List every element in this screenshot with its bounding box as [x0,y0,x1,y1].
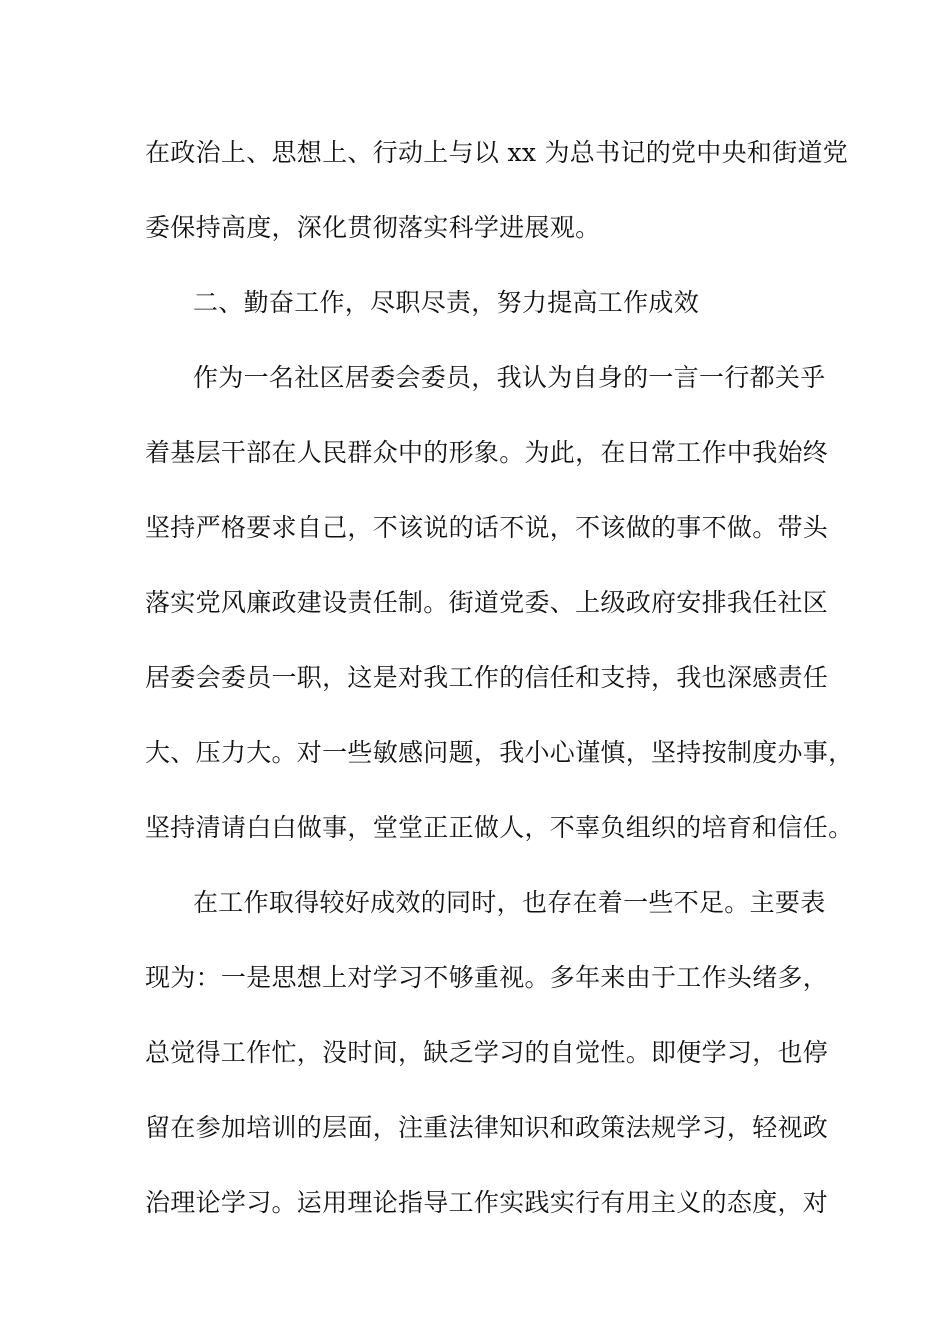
body-text-line: 落实党风廉政建设责任制。街道党委、上级政府安排我任社区 [145,588,829,617]
body-text-line: 坚持严格要求自己，不该说的话不说，不该做的事不做。带头 [145,513,829,542]
body-text-line: 着基层干部在人民群众中的形象。为此，在日常工作中我始终 [145,438,829,467]
body-text-line: 坚持清请白白做事，堂堂正正做人，不辜负组织的培育和信任。 [145,813,854,842]
body-text-line: 留在参加培训的层面，注重法律知识和政策法规学习，轻视政 [145,1113,829,1142]
body-text-line: 大、压力大。对一些敏感问题，我小心谨慎，坚持按制度办事， [145,738,854,767]
body-text-line: 治理论学习。运用理论指导工作实践实行有用主义的态度，对 [145,1188,829,1217]
body-text-line: 作为一名社区居委会委员，我认为自身的一言一行都关乎 [193,363,826,392]
body-text-line: 现为：一是思想上对学习不够重视。多年来由于工作头绪多， [145,963,829,992]
body-text-line: 居委会委员一职，这是对我工作的信任和支持，我也深感责任 [145,663,829,692]
body-text-line: 委保持高度，深化贯彻落实科学进展观。 [145,213,601,242]
body-text-line: 总觉得工作忙，没时间，缺乏学习的自觉性。即便学习，也停 [145,1038,829,1067]
body-text-line: 在政治上、思想上、行动上与以 xx 为总书记的党中央和街道党 [145,138,849,167]
body-text-line: 在工作取得较好成效的同时，也存在着一些不足。主要表 [193,888,826,917]
section-heading: 二、勤奋工作，尽职尽责，努力提高工作成效 [193,288,700,317]
